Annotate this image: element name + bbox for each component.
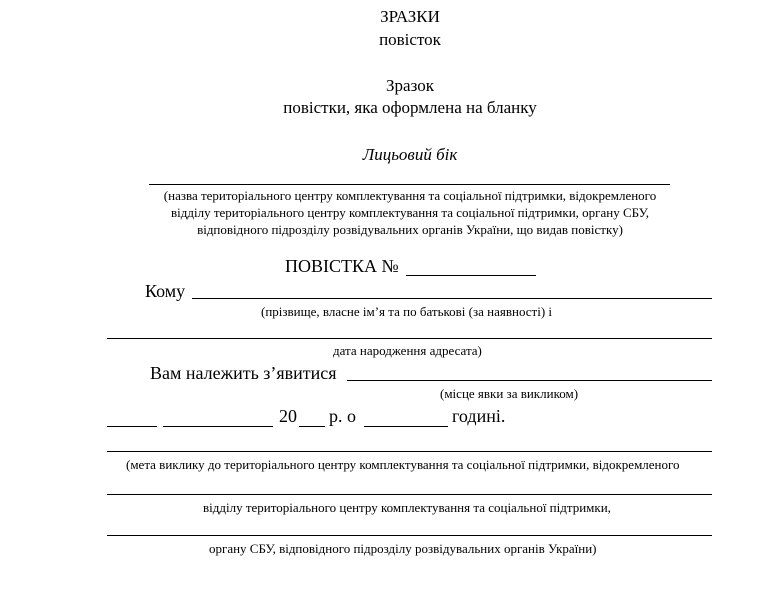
- to-name-line: [192, 298, 712, 299]
- birth-date-line: [107, 338, 712, 339]
- to-caption: (прізвище, власне ім’я та по батькові (за наявності) і: [261, 304, 553, 319]
- summons-number-line: [406, 275, 536, 276]
- time-line: [364, 426, 448, 427]
- month-line: [163, 426, 273, 427]
- document-subtitle: повісток: [379, 30, 441, 49]
- birth-caption: дата народження адресата): [333, 343, 482, 358]
- document-title: ЗРАЗКИ: [380, 7, 440, 26]
- issuer-caption-line3: відповідного підрозділу розвідувальних органів України, що видав повістку): [197, 222, 623, 237]
- place-caption: (місце явки за викликом): [440, 386, 579, 401]
- hours-label: годині.: [452, 406, 506, 426]
- purpose-caption-line2: відділу територіального центру комплектування та соціальної підтримки,: [203, 500, 611, 515]
- issuer-caption-line2: відділу територіального центру комплектування та соціальної підтримки, органу СБУ,: [171, 205, 649, 220]
- sample-title: Зразок: [386, 76, 434, 95]
- place-line: [347, 380, 712, 381]
- year-prefix: 20: [279, 406, 297, 426]
- sample-subtitle: повістки, яка оформлена на бланку: [283, 98, 537, 117]
- purpose-line-1: [107, 451, 712, 452]
- purpose-line-2: [107, 494, 712, 495]
- side-label: Лицьовий бік: [362, 145, 458, 164]
- purpose-line-3: [107, 535, 712, 536]
- year-suffix: р. о: [329, 406, 356, 426]
- year-line: [299, 426, 325, 427]
- purpose-caption-line1: (мета виклику до територіального центру комплектування та соціальної підтримки, відокремленого: [126, 457, 680, 472]
- to-label: Кому: [145, 281, 186, 301]
- issuer-blank-line: [149, 184, 670, 185]
- summons-heading: ПОВІСТКА №: [285, 256, 399, 276]
- issuer-caption-line1: (назва територіального центру комплектування та соціальної підтримки, відокремленого: [163, 188, 657, 203]
- purpose-caption-line3: органу СБУ, відповідного підрозділу розвідувальних органів України): [209, 541, 597, 556]
- day-line: [107, 426, 157, 427]
- appear-label: Вам належить з’явитися: [150, 363, 337, 383]
